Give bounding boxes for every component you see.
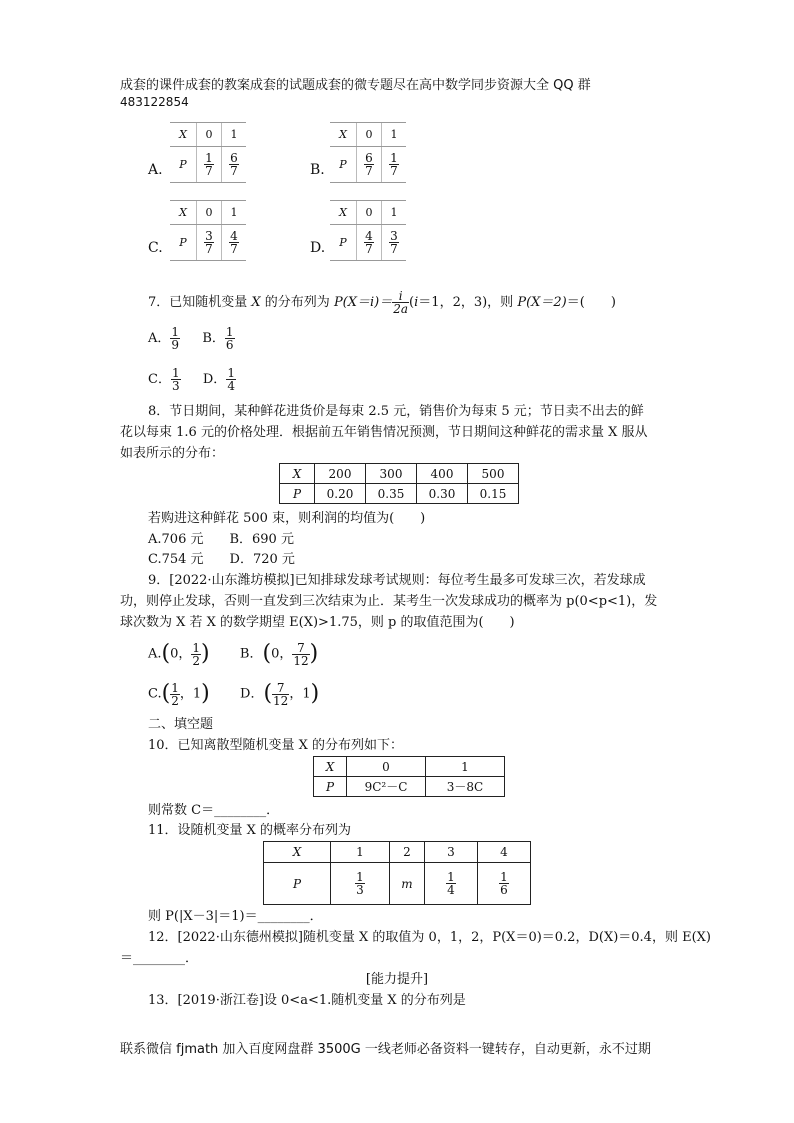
table-cell: 4 (478, 842, 531, 863)
table-cell: X (314, 757, 347, 777)
section-fill-in-title: 二、填空题 (148, 717, 214, 732)
frac-den: 7 (365, 242, 373, 256)
q9-option-a-label: A. (148, 646, 162, 662)
table-cell: 1 (382, 123, 407, 147)
table-cell: P (314, 777, 347, 797)
q8-after: 若购进这种鲜花 500 束，则利润的均值为( ) (148, 511, 426, 526)
q9-line-2: 功，则停止发球，否则一直发到三次结束为止．某考生一次发球成功的概率为 p(0<p<1)，发 (120, 594, 658, 609)
table-cell: 0.35 (366, 484, 417, 504)
frac-num: 1 (227, 366, 235, 380)
table-cell: P (170, 147, 197, 183)
frac-num: 1 (171, 366, 180, 380)
q7-frac-den: 2a (393, 302, 409, 316)
q7-option-c-label: C． (148, 372, 171, 387)
frac-num: 1 (390, 151, 398, 165)
table-cell: 0.15 (468, 484, 519, 504)
q7-options-row-1 (148, 322, 235, 356)
q6-option-c-label: C. (148, 240, 163, 256)
q7-var: X (251, 295, 261, 310)
q7-option-d-label: D． (202, 372, 227, 387)
table-cell: X (170, 123, 197, 147)
q11-table (263, 841, 531, 905)
table-cell: P (264, 863, 331, 905)
frac-den: 7 (390, 242, 398, 256)
frac-num: 3 (390, 229, 398, 243)
q9-option-a-left: 0， (170, 646, 192, 662)
frac-num: 1 (356, 870, 364, 884)
frac-num: 7 (292, 642, 309, 655)
frac-den: 12 (293, 653, 309, 668)
q7-suffix-a: ( (409, 295, 415, 310)
q7-prefix: 7．已知随机变量 (148, 295, 252, 310)
q8-table (279, 463, 519, 504)
frac-den: 2 (192, 653, 201, 668)
frac-den: 3 (356, 883, 364, 897)
q9-options-row-1: A.(0， $\frac{1}{2}$ ) B．(0， $\frac{7}{12}$ ) (148, 640, 319, 668)
frac-num: 6 (230, 151, 238, 165)
frac-num: 7 (272, 682, 289, 695)
q8-line-3: 如表所示的分布： (120, 446, 225, 461)
frac-den: 2 (171, 693, 179, 708)
frac-num: 4 (230, 229, 238, 243)
frac-den: 7 (205, 164, 213, 178)
q7-option-b-label: B． (202, 331, 225, 346)
q6-option-b-table (330, 122, 406, 183)
table-cell: 3－8C (426, 777, 505, 797)
frac-num: 1 (225, 325, 234, 339)
table-cell: 500 (468, 464, 519, 484)
frac-den: 4 (227, 379, 235, 393)
q6-option-d-label: D. (310, 240, 326, 256)
q7-px: P(X＝i)＝ (333, 295, 393, 310)
q6-option-c-table (170, 200, 246, 261)
table-cell: X (330, 201, 357, 225)
table-cell: P (170, 225, 197, 261)
q8-options-ab: A.706 元 B．690 元 (148, 532, 294, 547)
frac-den: 7 (230, 164, 238, 178)
q6-option-d-table (330, 200, 406, 261)
table-cell: 1 (382, 201, 407, 225)
frac-num: 1 (171, 325, 180, 339)
frac-num: 3 (205, 229, 213, 243)
q7-suffix-b: ＝1，2，3)，则 (418, 295, 518, 310)
frac-den: 4 (447, 883, 455, 897)
q6-option-a-label: A. (148, 162, 163, 178)
q9-option-d-right: ，1 (289, 686, 311, 702)
q7-option-a-label: A． (148, 331, 171, 346)
q7-suffix-c: ＝( ) (566, 295, 616, 310)
frac-num: 1 (500, 870, 508, 884)
frac-den: 7 (365, 164, 373, 178)
table-cell: 0 (357, 123, 382, 147)
footer-note: 联系微信 fjmath 加入百度网盘群 3500G 一线老师必备资料一键转存，自动更新，永不过期 (120, 1042, 651, 1057)
q8-options-cd: C.754 元 D．720 元 (148, 552, 295, 567)
table-cell: X (280, 464, 315, 484)
q11-after: 则 P(|X－3|＝1)＝________． (148, 909, 323, 924)
section-ability-title: [能力提升] (365, 972, 429, 987)
table-cell: 0 (197, 123, 222, 147)
q10-after: 则常数 C＝________． (148, 803, 280, 818)
frac-den: 6 (500, 883, 508, 897)
q8-line-2: 花以每束 1.6 元的价格处理．根据前五年销售情况预测，节日期间这种鲜花的需求量 X 服从 (120, 425, 648, 440)
table-cell: P (330, 225, 357, 261)
q9-option-b-left: 0， (271, 646, 293, 662)
header-line-2: 483122854 (120, 95, 189, 109)
table-cell: 300 (366, 464, 417, 484)
table-cell: m (390, 863, 425, 905)
table-cell: X (264, 842, 331, 863)
table-cell: 400 (417, 464, 468, 484)
q12-line-2: ＝________． (120, 951, 199, 966)
frac-num: 6 (365, 151, 373, 165)
q11-line: 11．设随机变量 X 的概率分布列为 (148, 823, 352, 838)
table-cell: 0.30 (417, 484, 468, 504)
table-cell: 3 (425, 842, 478, 863)
frac-num: 1 (171, 680, 179, 695)
table-cell: 1 (331, 842, 390, 863)
q9-options-row-2: C.( $\frac{1}{2}$ ，1) D．( $\frac{7}{12}$ ，1) (148, 680, 320, 708)
table-cell: X (330, 123, 357, 147)
table-cell: 0 (347, 757, 426, 777)
q9-option-c-right: ，1 (179, 686, 202, 702)
frac-den: 7 (230, 242, 238, 256)
q10-table (313, 756, 505, 797)
frac-den: 7 (205, 242, 213, 256)
q7-suffix-i: i (414, 295, 419, 310)
q7-mid: 的分布列为 (260, 295, 334, 310)
frac-den: 3 (171, 379, 180, 393)
table-cell: 1 (426, 757, 505, 777)
q7-options-row-2 (148, 363, 236, 397)
table-cell: P (280, 484, 315, 504)
q12-line-1: 12．[2022·山东德州模拟]随机变量 X 的取值为 0，1，2，P(X＝0)＝0.2，D(X)＝0.4，则 E(X) (148, 930, 711, 945)
q6-option-a-table (170, 122, 246, 183)
q9-line-1: 9．[2022·山东潍坊模拟]已知排球发球考试规则：每位考生最多可发球三次，若发球成 (148, 573, 646, 588)
frac-num: 1 (205, 151, 213, 165)
frac-den: 9 (171, 338, 180, 352)
q7-frac-num: i (392, 290, 409, 303)
table-cell: 200 (315, 464, 366, 484)
q13-line: 13．[2019·浙江卷]设 0<a<1.随机变量 X 的分布列是 (148, 993, 466, 1008)
q7-px2: P(X＝2) (517, 295, 567, 310)
header-line-1: 成套的课件成套的教案成套的试题成套的微专题尽在高中数学同步资源大全 QQ 群 (120, 78, 591, 93)
table-cell: X (170, 201, 197, 225)
q10-line: 10．已知离散型随机变量 X 的分布列如下： (148, 738, 404, 753)
table-cell: P (330, 147, 357, 183)
frac-num: 1 (447, 870, 455, 884)
frac-num: 1 (192, 640, 201, 655)
q9-option-d-label: D． (240, 686, 264, 702)
frac-num: 4 (365, 229, 373, 243)
table-cell: 0 (357, 201, 382, 225)
q7-stem (148, 288, 616, 318)
frac-den: 12 (273, 693, 289, 708)
q6-option-b-label: B. (310, 162, 325, 178)
table-cell: 9C²－C (347, 777, 426, 797)
q9-option-b-label: B． (239, 646, 263, 662)
table-cell: 1 (222, 123, 247, 147)
frac-den: 6 (225, 338, 234, 352)
q9-line-3: 球次数为 X 若 X 的数学期望 E(X)>1.75，则 p 的取值范围为( ) (120, 615, 515, 630)
q9-option-c-label: C. (148, 686, 162, 702)
table-cell: 0 (197, 201, 222, 225)
q8-line-1: 8．节日期间，某种鲜花进货价是每束 2.5 元，销售价为每束 5 元；节日卖不出去的鲜 (148, 404, 644, 419)
frac-den: 7 (390, 164, 398, 178)
table-cell: 1 (222, 201, 247, 225)
table-cell: 2 (390, 842, 425, 863)
table-cell: 0.20 (315, 484, 366, 504)
